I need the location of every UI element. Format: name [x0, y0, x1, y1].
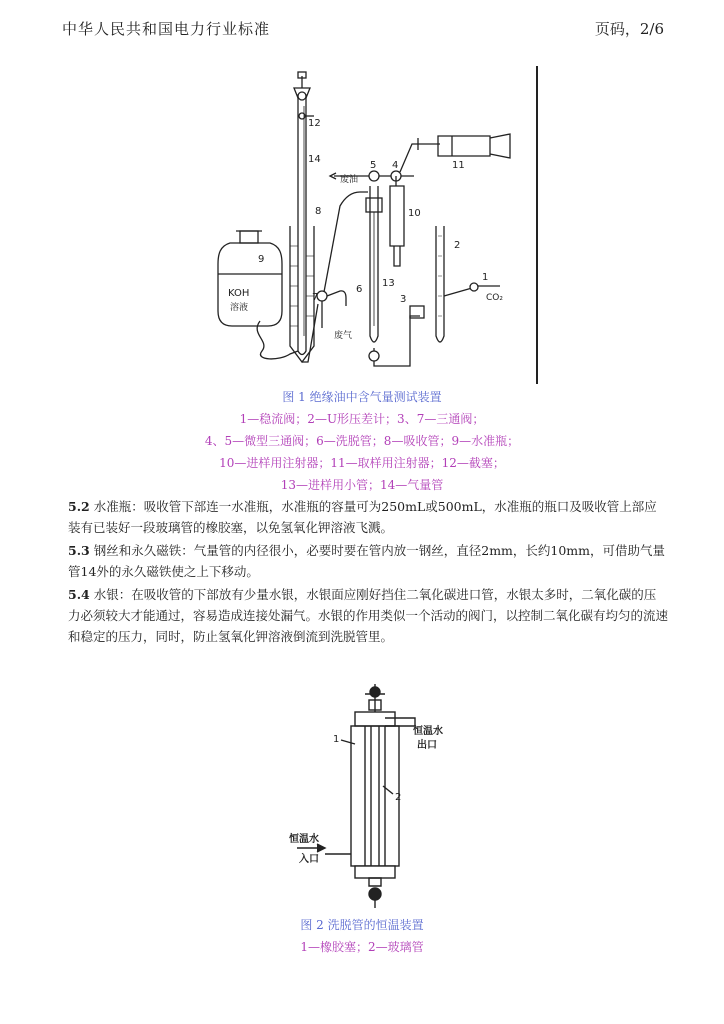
fig1-label-co2: CO₂	[486, 293, 503, 303]
fig1-label-14: 14	[308, 154, 321, 165]
fig2-label-outlet-top: 恒温水	[413, 726, 443, 737]
figure2-thermostat-diagram	[285, 682, 485, 910]
fig1-label-9: 9	[258, 254, 265, 265]
figure1-legend-line: 1—稳流阀；2—U形压差计；3、7—三通阀；	[239, 412, 485, 426]
fig1-label-exhaust: 废油	[340, 175, 359, 185]
figure1-legend-line: 10—进样用注射器；11—取样用注射器；12—截塞；	[219, 456, 505, 470]
fig1-label-10: 10	[408, 208, 421, 219]
section-5-2	[68, 496, 668, 538]
section-5-4	[68, 584, 668, 647]
figure2-caption: 图 2 洗脱管的恒温装置	[300, 918, 424, 932]
figure1-legend-line: 4、5—微型三通阀；6—洗脱管；8—吸收管；9—水准瓶；	[204, 434, 520, 448]
figure2-legend: 1—橡胶塞；2—玻璃管	[300, 940, 424, 954]
fig1-label-6: 6	[356, 284, 363, 295]
fig2-label-2: 2	[395, 792, 402, 803]
section-text: 水银：在吸收管的下部放有少量水银，水银面应刚好挡住二氧化碳进口管，水银太多时，二氧化碳的压力必须较大才能通过，容易造成连接处漏气。水银的作用类似一个活动的阀门，以控制二氧化碳有均匀的流速和稳定的压力，同时，防止氢氧化钾溶液倒流到洗脱管里。	[68, 587, 669, 644]
section-text: 水准瓶：吸收管下部连一水准瓶，水准瓶的容量可为250mL或500mL，水准瓶的瓶口及吸收管上部应装有已装好一段玻璃管的橡胶塞，以免氢氧化钾溶液飞溅。	[68, 499, 657, 535]
fig1-label-11: 11	[452, 160, 465, 171]
fig1-label-13: 13	[382, 278, 395, 289]
fig2-label-outlet-bottom: 出口	[417, 740, 437, 751]
fig1-label-7: 7	[312, 292, 319, 303]
fig1-label-solution: 溶液	[230, 303, 249, 313]
section-number: 5.3	[68, 543, 90, 558]
fig1-label-koh: KOH	[228, 288, 250, 299]
fig1-label-12: 12	[308, 118, 321, 129]
fig2-label-1: 1	[333, 734, 340, 745]
fig1-label-waste-gas: 废气	[334, 331, 353, 341]
fig1-label-8: 8	[315, 206, 322, 217]
fig1-label-2: 2	[454, 240, 461, 251]
fig1-label-4: 4	[392, 160, 399, 171]
section-5-3	[68, 540, 668, 582]
figure1-legend-line: 13—进样用小管；14—气量管	[280, 478, 444, 492]
section-text: 钢丝和永久磁铁：气量管的内径很小，必要时要在管内放一钢丝，直径2mm，长约10mm，可借助气量管14外的永久磁铁使之上下移动。	[68, 543, 666, 579]
fig1-label-3: 3	[400, 294, 407, 305]
fig2-label-inlet-top: 恒温水	[289, 834, 319, 845]
section-number: 5.2	[68, 499, 90, 514]
figure1-caption: 图 1 绝缘油中含气量测试装置	[282, 390, 442, 404]
section-number: 5.4	[68, 587, 90, 602]
header-title: 中华人民共和国电力行业标准	[62, 20, 271, 38]
fig2-label-inlet-bottom: 入口	[299, 854, 319, 865]
fig1-label-5: 5	[370, 160, 377, 171]
figure1-apparatus-diagram	[190, 66, 550, 384]
page-number: 页码，2/6	[594, 20, 664, 38]
fig1-label-1: 1	[482, 272, 489, 283]
